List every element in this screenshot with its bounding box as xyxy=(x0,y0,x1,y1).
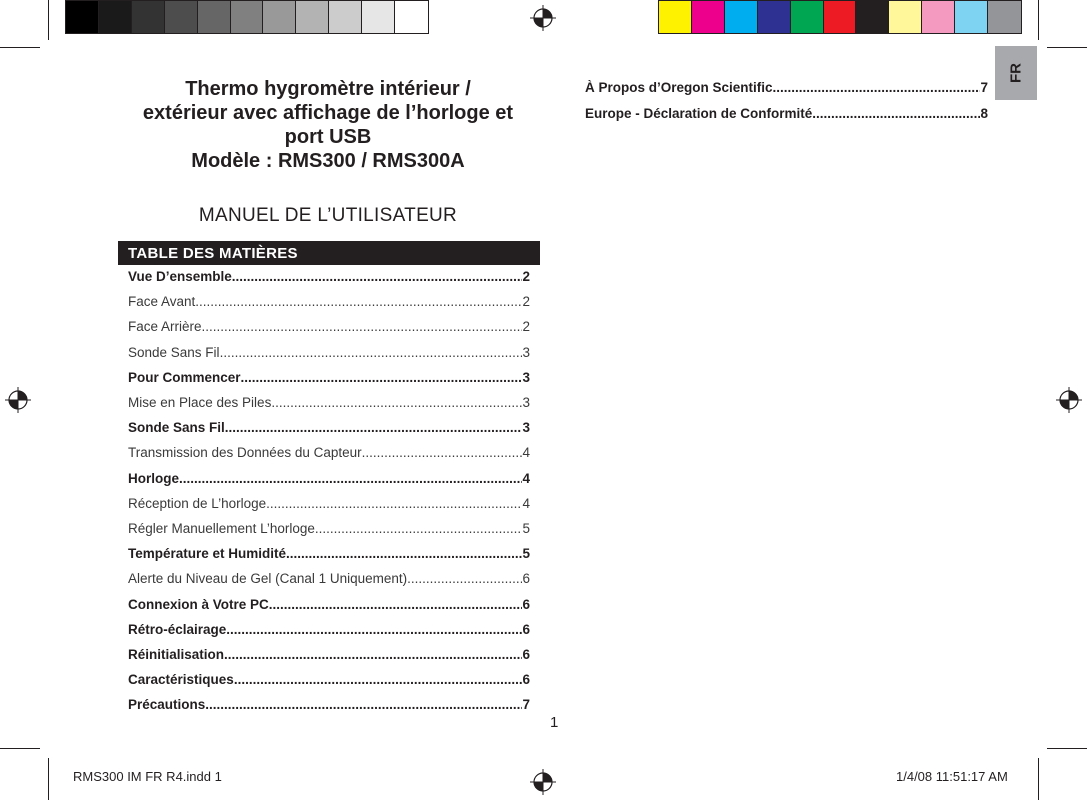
crop-mark xyxy=(0,47,40,48)
model-line: Modèle : RMS300 / RMS300A xyxy=(191,150,465,172)
color-swatch xyxy=(856,1,889,33)
toc-entry-label: Précautions xyxy=(128,697,206,713)
toc-entry[interactable] xyxy=(128,546,530,561)
toc-leader-dots xyxy=(315,521,523,536)
toc-entry-page: 2 xyxy=(522,294,530,310)
file-slug: RMS300 IM FR R4.indd 1 xyxy=(73,769,222,784)
toc-entry-page: 4 xyxy=(522,495,530,511)
toc-leader-dots xyxy=(179,471,522,486)
toc-entry-page: 6 xyxy=(522,647,530,662)
toc-leader-dots xyxy=(269,597,523,612)
color-swatch xyxy=(395,1,428,33)
toc-entry-label: Face Avant xyxy=(128,294,196,310)
toc-entry[interactable] xyxy=(128,521,530,536)
toc-leader-dots xyxy=(266,496,522,511)
registration-mark-icon xyxy=(1056,387,1082,413)
color-swatch xyxy=(659,1,692,33)
toc-entry-label: Réinitialisation xyxy=(128,647,225,662)
toc-entry[interactable] xyxy=(128,647,530,662)
registration-mark-icon xyxy=(530,769,556,795)
toc-entry-page: 6 xyxy=(522,621,530,637)
toc-entry[interactable] xyxy=(128,445,530,460)
toc-entry-label: À Propos d’Oregon Scientific xyxy=(585,80,773,95)
toc-entry[interactable] xyxy=(128,496,530,511)
color-swatch xyxy=(692,1,725,33)
title-line: extérieur avec affichage de l’horloge et xyxy=(142,102,514,124)
toc-entry-label: Réception de L’horloge xyxy=(128,495,267,511)
toc-entry-label: Connexion à Votre PC xyxy=(128,596,269,612)
color-swatch xyxy=(231,1,264,33)
toc-entry-page: 5 xyxy=(522,546,530,562)
color-swatch xyxy=(725,1,758,33)
toc-leader-dots xyxy=(226,622,522,637)
toc-entry-label: Face Arrière xyxy=(128,319,202,335)
color-swatch xyxy=(66,1,99,33)
page-number: 1 xyxy=(550,714,559,731)
crop-mark xyxy=(1038,758,1039,800)
crop-mark xyxy=(1038,0,1039,40)
color-swatch xyxy=(165,1,198,33)
toc-entry-label: Sonde Sans Fil xyxy=(128,344,220,360)
toc-entry-label: Alerte du Niveau de Gel (Canal 1 Uniquement) xyxy=(128,571,408,587)
date-slug: 1/4/08 11:51:17 AM xyxy=(896,769,1008,784)
toc-leader-dots xyxy=(407,571,522,586)
crop-mark xyxy=(1047,748,1087,749)
toc-leader-dots xyxy=(224,647,522,662)
toc-entry-label: Sonde Sans Fil xyxy=(128,420,225,436)
toc-entry[interactable] xyxy=(585,80,988,95)
title-line: Thermo hygromètre intérieur / xyxy=(185,78,471,100)
toc-entry-page: 7 xyxy=(522,697,530,713)
toc-entry-page: 3 xyxy=(522,395,530,410)
toc-entry-page: 4 xyxy=(522,445,530,461)
toc-entry[interactable] xyxy=(128,471,530,486)
toc-entry[interactable] xyxy=(128,269,530,284)
toc-entry-label: Caractéristiques xyxy=(128,672,234,688)
toc-entry-page: 6 xyxy=(522,596,530,612)
toc-entry[interactable] xyxy=(128,395,530,410)
toc-entry-page: 6 xyxy=(522,571,530,587)
toc-leader-dots xyxy=(773,80,981,95)
color-swatch xyxy=(198,1,231,33)
toc-entry-label: Vue D’ensemble xyxy=(128,269,232,284)
toc-entry[interactable] xyxy=(128,622,530,637)
color-swatch xyxy=(889,1,922,33)
toc-entry[interactable] xyxy=(128,345,530,360)
color-swatch xyxy=(132,1,165,33)
toc-entry-label: Transmission des Données du Capteur xyxy=(128,445,362,461)
toc-leader-dots xyxy=(202,319,523,334)
color-swatch xyxy=(988,1,1021,33)
toc-entry[interactable] xyxy=(128,370,530,385)
toc-entry-page: 2 xyxy=(522,319,530,335)
toc-entry-label: Mise en Place des Piles xyxy=(128,395,272,410)
crop-mark xyxy=(1047,47,1087,48)
color-swatch xyxy=(758,1,791,33)
toc-entry[interactable] xyxy=(128,597,530,612)
toc-entry-page: 6 xyxy=(522,672,530,688)
color-swatch xyxy=(263,1,296,33)
toc-entry[interactable] xyxy=(585,106,988,121)
registration-mark-icon xyxy=(5,387,31,413)
color-swatch xyxy=(329,1,362,33)
toc-entry-page: 3 xyxy=(522,369,530,385)
toc-entry-page: 7 xyxy=(980,80,988,95)
toc-leader-dots xyxy=(205,697,522,712)
toc-leader-dots xyxy=(271,395,522,410)
toc-header: TABLE DES MATIÈRES xyxy=(118,241,540,265)
title-line: port USB xyxy=(284,126,372,148)
toc-leader-dots xyxy=(234,672,523,687)
toc-entry-page: 3 xyxy=(522,420,530,436)
toc-entry[interactable] xyxy=(128,672,530,687)
color-swatch xyxy=(296,1,329,33)
crop-mark xyxy=(48,758,49,800)
toc-leader-dots xyxy=(225,420,523,435)
toc-entry-label: Température et Humidité xyxy=(128,546,287,562)
toc-entry-label: Horloge xyxy=(128,470,180,486)
toc-entry-page: 5 xyxy=(522,521,530,536)
toc-entry-page: 2 xyxy=(522,269,530,284)
toc-leader-dots xyxy=(812,106,980,121)
toc-entry-page: 3 xyxy=(522,344,530,360)
toc-entry[interactable] xyxy=(128,294,530,309)
toc-entry-page: 4 xyxy=(522,470,530,486)
manual-subtitle: MANUEL DE L’UTILISATEUR xyxy=(198,205,458,226)
color-swatch xyxy=(99,1,132,33)
toc-entry-label: Rétro-éclairage xyxy=(128,621,227,637)
language-tab xyxy=(995,46,1037,100)
toc-entry-label: Régler Manuellement L’horloge xyxy=(128,521,315,536)
registration-mark-icon xyxy=(530,5,556,31)
toc-entry[interactable] xyxy=(128,319,530,334)
crop-mark xyxy=(0,748,40,749)
toc-leader-dots xyxy=(232,269,523,284)
toc-entry[interactable] xyxy=(128,571,530,586)
color-swatch xyxy=(362,1,395,33)
color-swatch xyxy=(955,1,988,33)
color-swatch xyxy=(922,1,955,33)
toc-leader-dots xyxy=(241,370,523,385)
toc-leader-dots xyxy=(362,445,523,460)
toc-entry-label: Pour Commencer xyxy=(128,369,241,385)
toc-leader-dots xyxy=(286,546,522,561)
toc-leader-dots xyxy=(220,345,523,360)
toc-entry-label: Europe - Déclaration de Conformité xyxy=(585,106,813,121)
toc-entry[interactable] xyxy=(128,420,530,435)
toc-entry[interactable] xyxy=(128,697,530,712)
grayscale-color-bar xyxy=(65,0,429,34)
document-title xyxy=(118,77,538,173)
color-swatch xyxy=(791,1,824,33)
process-color-bar xyxy=(658,0,1022,34)
language-tab-label: FR xyxy=(1007,63,1025,83)
crop-mark xyxy=(48,0,49,40)
toc-entry-page: 8 xyxy=(980,106,988,121)
toc-leader-dots xyxy=(195,294,522,309)
color-swatch xyxy=(824,1,857,33)
